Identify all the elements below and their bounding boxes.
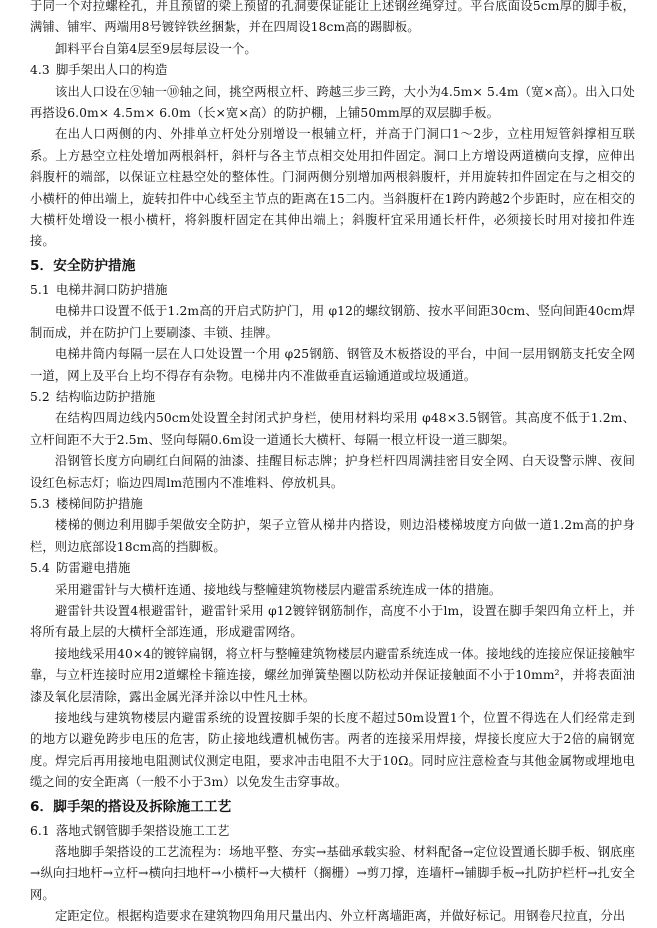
subsection-number: 6.1 (30, 823, 50, 838)
body-paragraph: 接地线与建筑物楼层内避雷系统的设置按脚手架的长度不超过50m设置1个，位置不得选在人们经常走到的地方以避免跨步电压的危害，防止接地线遭机械伤害。两者的连接采用焊接，焊接长度应大于2倍的扁钢宽度。焊完后再用接地电阻测试仪测定电阻，要求冲击电阻不大于10Ω。同时应注意检查与其他金属物或埋地电缆之间的安全距离（一般不小于3m）以免发生击穿事故。 (30, 711, 635, 790)
subsection-title: 结构临边防护措施 (56, 389, 156, 404)
body-paragraph: 该出人口设在⑨轴一⑩轴之间，挑空两根立杆、跨越三步三跨，大小为4.5m× 5.4m（宽×高）。出入口处再搭设6.0m× 4.5m× 6.0m（长×宽×高）的防护棚，上铺50mm厚的双层脚手板。 (30, 84, 635, 121)
subsection-heading (30, 280, 635, 301)
body-paragraph: 电梯井口设置不低于1.2m高的开启式防护门，用 φ12的螺纹钢筋、按水平间距30cm、竖向间距40cm焊制而成，并在防护门上要刷漆、丰锁、挂牌。 (30, 304, 635, 340)
subsection-title: 落地式钢管脚手架搭设施工工艺 (56, 823, 230, 838)
subsection-heading (30, 821, 635, 842)
subsection-heading (30, 60, 635, 81)
subsection-title: 脚手架出人口的构造 (56, 63, 168, 78)
body-paragraph: 楼梯的侧边利用脚手架做安全防护，架子立管从梯井内搭设，则边沿楼梯坡度方向做一道1.2m高的护身栏，则边底部设18cm高的挡脚板。 (30, 518, 635, 554)
subsection-number: 5.3 (30, 496, 50, 511)
body-paragraph: 电梯井筒内每隔一层在人口处设置一个用 φ25钢筋、钢管及木板搭设的平台，中间一层用钢筋支托安全网一道，网上及平台上均不得存有杂物。电梯井内不准做垂直运输通道或垃圾通道。 (30, 347, 635, 383)
body-paragraph: 避雷针共设置4根避雷针，避雷针采用 φ12镀锌钢筋制作，高度不小于lm，设置在脚手架四角立杆上，并将所有最上层的大横杆全部连通，形成避雷网络。 (30, 603, 635, 640)
subsection-number: 5.1 (30, 282, 50, 297)
subsection-title: 电梯井洞口防护措施 (56, 282, 168, 297)
subsection-heading (30, 558, 635, 579)
subsection-title: 防雷避电措施 (56, 561, 131, 576)
subsection-heading (30, 494, 635, 515)
subsection-number: 4.3 (30, 63, 50, 78)
subsection-number: 5.4 (30, 561, 50, 576)
body-paragraph: 卸料平台自第4层至9层每层设一个。 (55, 41, 257, 56)
body-paragraph: 于同一个对拉螺栓孔，并且预留的梁上预留的孔洞要保证能让上述钢丝绳穿过。平台底面设5cm厚的脚手板，满铺、铺牢、两端用8号镀锌铁丝捆紮，并在四周设18cm高的踢脚板。 (30, 0, 635, 35)
section-heading: 6．脚手架的搭设及拆除施工工艺 (30, 798, 232, 815)
section-heading: 5．安全防护措施 (30, 257, 136, 274)
body-paragraph: 采用避雷针与大横杆连通、接地线与整幢建筑物楼层内避雷系统连成一体的措施。 (55, 582, 502, 597)
body-paragraph: 在出人口两侧的内、外排单立杆处分别增设一根辅立杆，并高于门洞口1～2步，立柱用短管斜撑相互联系。上方悬空立柱处增加两根斜杆，斜杆与各主节点相交处用扣件固定。洞口上方增设两道横向支撑，应伸出斜腹杆的端部，以保证立柱悬空处的整体性。门洞两侧分别增加两根斜腹杆，并用旋转扣件固定在与之相交的小横杆的伸出端上，旋转扣件中心线至主节点的距离在15二内。当斜腹杆在1跨内跨越2个步距时，应在相交的大横杆处增设一根小横杆，将斜腹杆固定在其伸出端上；斜腹杆宜采用通长杆件，必须接长时用对接扣件连接。 (30, 127, 635, 249)
body-paragraph: 落地脚手架搭设的工艺流程为：场地平整、夯实→基础承载实验、材料配备→定位设置通长脚手板、钢底座→纵向扫地杆→立杆→横向扫地杆→小横杆→大横杆（搁栅）→剪刀撑，连墙杆→铺脚手板→扎防护栏杆→扎安全网。 (30, 845, 635, 902)
body-paragraph: 沿钢管长度方向刷红白间隔的油漆、挂醒目标志牌；护身栏杆四周满挂密目安全网、白天设警示牌、夜间设红色标志灯；临边四周lm范围内不准堆料、停放机具。 (30, 454, 635, 490)
subsection-number: 5.2 (30, 389, 50, 404)
body-paragraph: 定距定位。根据构造要求在建筑物四角用尺量出内、外立杆离墙距离，并做好标记。用钢卷尺拉直，分出 (55, 909, 626, 924)
body-paragraph: 接地线采用40×4的镀锌扁钢，将立杆与整幢建筑物楼层内避雷系统连成一体。接地线的连接应保证接触牢靠，与立杆连接时应用2道螺栓卡箍连接，螺丝加弹簧垫圈以防松动并保证接触面不小于10mm²，并将表面油漆及氧化层清除，露出金属光泽并涂以中性凡士林。 (30, 646, 635, 704)
body-paragraph: 在结构四周边线内50cm处设置全封闭式护身栏，使用材料均采用 φ48×3.5钢管。其高度不低于1.2m、立杆间距不大于2.5m、竖向每隔0.6m设一道通长大横杆、每隔一根立杆设一道三脚架。 (30, 411, 635, 447)
subsection-title: 楼梯间防护措施 (56, 496, 143, 511)
subsection-heading (30, 387, 635, 408)
